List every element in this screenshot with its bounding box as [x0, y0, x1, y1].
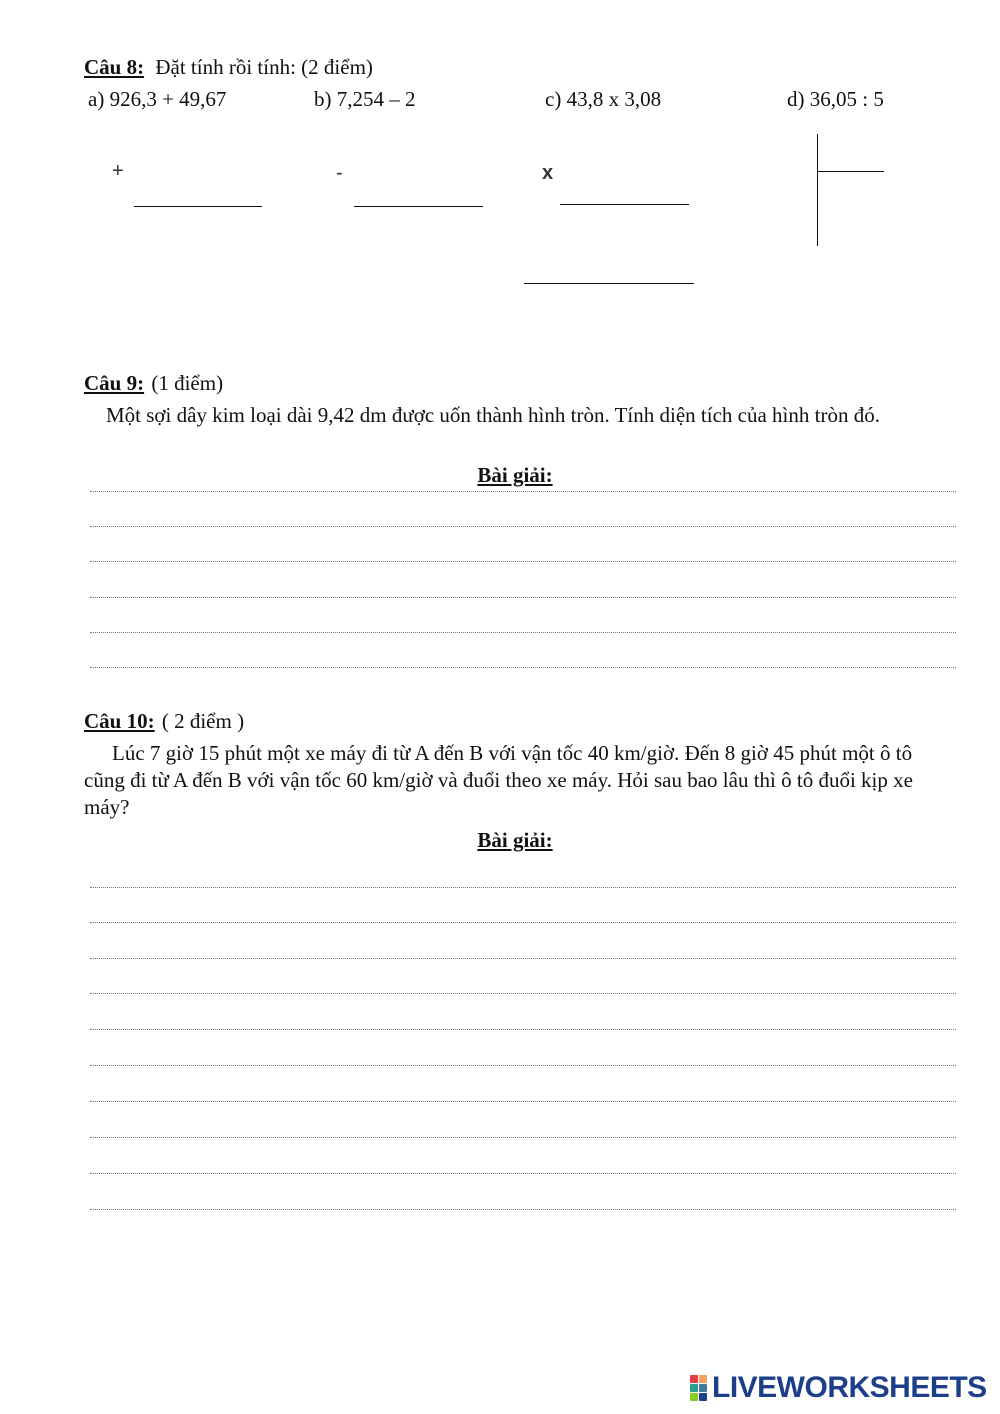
q10-answer-line[interactable] — [90, 1209, 956, 1210]
q9-answer-line[interactable] — [90, 561, 956, 562]
logo-mark-square — [690, 1393, 698, 1401]
q10-answer-line[interactable] — [90, 958, 956, 959]
q9-heading — [84, 371, 223, 396]
q10-heading — [84, 709, 244, 734]
q10-solution-label: Bài giải: — [477, 828, 553, 852]
liveworksheets-logo-icon — [690, 1375, 708, 1401]
answer-line-b[interactable] — [354, 206, 483, 207]
q10-answer-line[interactable] — [90, 922, 956, 923]
liveworksheets-logo-text: LIVEWORKSHEETS — [712, 1371, 987, 1404]
logo-mark-square — [699, 1375, 707, 1383]
q10-answer-line[interactable] — [90, 1101, 956, 1102]
answer-line-c1[interactable] — [560, 204, 689, 205]
q9-points: (1 điểm) — [151, 371, 224, 395]
q9-solution-label: Bài giải: — [477, 463, 553, 487]
q8-item-a: a) 926,3 + 49,67 — [88, 87, 227, 111]
q10-label: Câu 10: — [84, 709, 155, 733]
q10-answer-line[interactable] — [90, 1029, 956, 1030]
q10-answer-line[interactable] — [90, 1065, 956, 1066]
q9-label: Câu 9: — [84, 371, 145, 395]
logo-mark-square — [690, 1375, 698, 1383]
q10-problem-text: Lúc 7 giờ 15 phút một xe máy đi từ A đến B với vận tốc 40 km/giờ. Đến 8 giờ 45 phút một ô tô cũng đi từ A đến B với vận tốc 60 km/giờ và đuổi theo xe máy. Hỏi sau bao lâu thì ô tô đuổi kịp xe máy? — [84, 741, 913, 819]
q9-answer-line[interactable] — [90, 632, 956, 633]
q10-answer-line[interactable] — [90, 1173, 956, 1174]
q8-item-b: b) 7,254 – 2 — [314, 87, 416, 111]
minus-sign: - — [336, 162, 343, 184]
answer-line-a[interactable] — [134, 206, 262, 207]
division-vertical-line — [817, 134, 818, 246]
logo-mark-square — [690, 1384, 698, 1392]
q10-points: ( 2 điểm ) — [161, 709, 245, 733]
q10-answer-line[interactable] — [90, 887, 956, 888]
multiply-sign: x — [542, 162, 554, 184]
q9-answer-line[interactable] — [90, 597, 956, 598]
q8-item-d: d) 36,05 : 5 — [787, 87, 884, 111]
q8-heading — [84, 55, 373, 80]
division-horizontal-line[interactable] — [818, 171, 884, 172]
q10-answer-line[interactable] — [90, 993, 956, 994]
q9-answer-line[interactable] — [90, 526, 956, 527]
q9-answer-line[interactable] — [90, 491, 956, 492]
logo-mark-square — [699, 1393, 707, 1401]
liveworksheets-logo — [690, 1372, 987, 1404]
q8-label: Câu 8: — [84, 55, 145, 79]
q8-item-c: c) 43,8 x 3,08 — [545, 87, 662, 111]
logo-mark-square — [699, 1384, 707, 1392]
q8-instruction: Đặt tính rồi tính: (2 điểm) — [155, 55, 373, 79]
q9-answer-line[interactable] — [90, 667, 956, 668]
plus-sign: + — [112, 160, 124, 182]
q9-problem-text: Một sợi dây kim loại dài 9,42 dm được uốn thành hình tròn. Tính diện tích của hình tròn đó. — [106, 403, 880, 427]
answer-line-c2[interactable] — [524, 283, 694, 284]
q10-answer-line[interactable] — [90, 1137, 956, 1138]
